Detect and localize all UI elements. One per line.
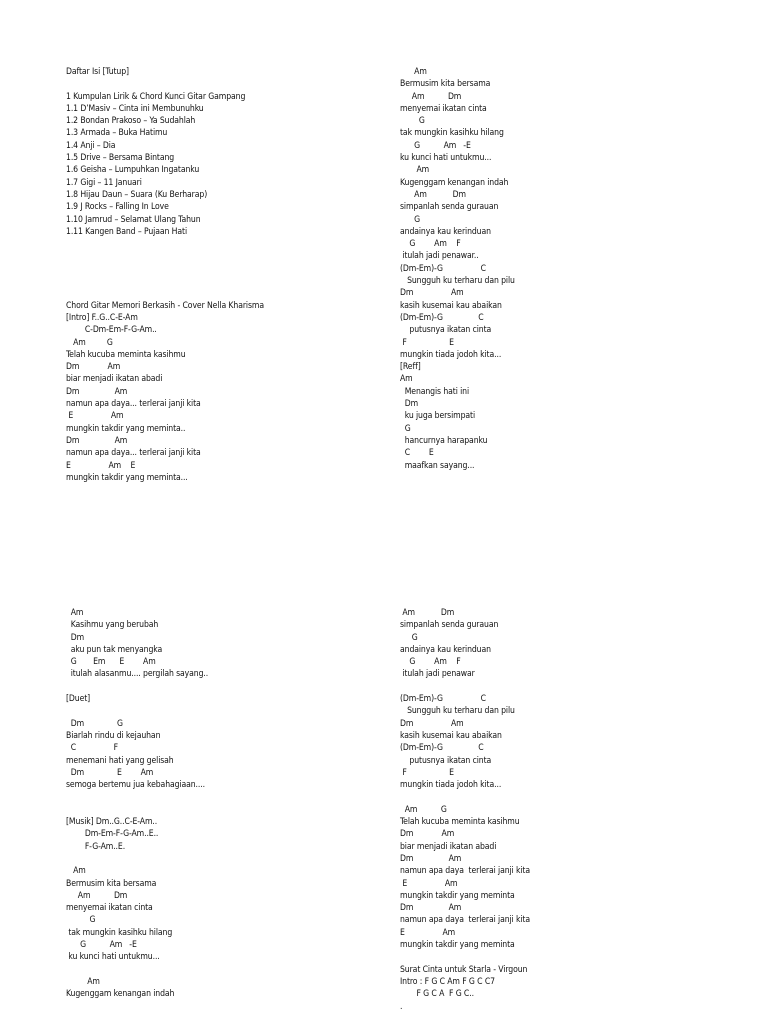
text-line: Biarlah rindu di kejauhan xyxy=(66,730,161,741)
text-line: [Intro] F..G..C-E-Am xyxy=(66,312,138,323)
text-line: F G C A F G C.. xyxy=(400,989,474,1000)
text-line: kasih kusemai kau abaikan xyxy=(400,730,502,741)
text-line: tak mungkin kasihku hilang xyxy=(66,927,173,938)
text-line: . xyxy=(400,1001,403,1012)
text-line: Kugenggam kenangan indah xyxy=(400,177,509,188)
blank-line xyxy=(66,263,396,275)
column-bottom-right xyxy=(400,607,730,1013)
text-line: 1.4 Anji – Dia xyxy=(66,140,116,151)
text-line: Am xyxy=(400,67,427,77)
text-line: C F xyxy=(66,743,119,754)
text-line: (Dm-Em)-G C xyxy=(400,312,484,323)
text-line: Am G xyxy=(66,337,113,348)
text-line: menyemai ikatan cinta xyxy=(66,903,153,914)
column-top-left xyxy=(66,66,396,484)
text-line: Sungguh ku terharu dan pilu xyxy=(400,706,515,717)
text-line: mungkin tiada jodoh kita... xyxy=(400,780,502,791)
text-line: C-Dm-Em-F-G-Am.. xyxy=(66,325,157,336)
text-line: Dm xyxy=(400,399,418,410)
text-line: Surat Cinta untuk Starla - Virgoun xyxy=(400,964,528,975)
text-line: Am Dm xyxy=(66,890,128,901)
text-line: G Am F xyxy=(400,657,461,668)
text-line: [Reff] xyxy=(400,362,421,373)
text-line: Dm Am xyxy=(400,829,455,840)
text-line: G xyxy=(400,632,418,643)
text-line: E Am xyxy=(66,411,124,422)
blank-line xyxy=(66,238,396,250)
text-line: E Am xyxy=(400,878,458,889)
text-line: [Duet] xyxy=(66,694,91,705)
text-line: 1.9 J Rocks – Falling In Love xyxy=(66,202,169,213)
text-line: Intro : F G C Am F G C C7 xyxy=(400,976,495,987)
text-line: 1.1 D’Masiv – Cinta ini Membunuhku xyxy=(66,103,204,114)
text-line: andainya kau kerinduan xyxy=(400,644,491,655)
blank-line xyxy=(66,964,396,976)
text-line: G Am -E xyxy=(400,140,471,151)
text-line: [Musik] Dm..G..C-E-Am.. xyxy=(66,817,158,828)
text-line: biar menjadi ikatan abadi xyxy=(400,841,497,852)
text-line: itulah jadi penawar xyxy=(400,669,475,680)
text-line: 1.7 Gigi – 11 Januari xyxy=(66,177,142,188)
text-line: aku pun tak menyangka xyxy=(66,644,163,655)
blank-line xyxy=(66,287,396,299)
text-line: Am xyxy=(400,165,430,176)
text-line: mungkin takdir yang meminta.. xyxy=(66,423,186,434)
text-line: simpanlah senda gurauan xyxy=(400,202,499,213)
text-line: E Am xyxy=(400,927,456,938)
text-line: hancurnya harapanku xyxy=(400,435,488,446)
text-line: ku juga bersimpati xyxy=(400,411,476,422)
text-line: G xyxy=(400,116,425,127)
text-line: tak mungkin kasihku hilang xyxy=(400,128,504,139)
text-line: namun apa daya... terlerai janji kita xyxy=(66,399,201,410)
text-line: F E xyxy=(400,767,454,778)
text-line: simpanlah senda gurauan xyxy=(400,620,499,631)
text-line: 1.8 Hijau Daun – Suara (Ku Berharap) xyxy=(66,189,208,200)
text-line: andainya kau kerinduan xyxy=(400,226,491,237)
blank-line xyxy=(66,791,396,803)
text-line: Am xyxy=(400,374,413,385)
text-line: Dm Am xyxy=(400,903,462,914)
text-line: mungkin tiada jodoh kita... xyxy=(400,349,502,360)
blank-line xyxy=(66,681,396,693)
blank-line xyxy=(66,78,396,90)
text-line: G Am -E xyxy=(66,940,137,951)
text-line: Bermusim kita bersama xyxy=(400,79,491,90)
text-line: Menangis hati ini xyxy=(400,386,469,397)
blank-line xyxy=(66,804,396,816)
column-bottom-left xyxy=(66,607,396,1001)
text-line: putusnya ikatan cinta xyxy=(400,755,492,766)
text-line: Dm Am xyxy=(66,386,128,397)
text-line: Telah kucuba meminta kasihmu xyxy=(400,817,520,828)
text-line: 1.3 Armada – Buka Hatimu xyxy=(66,128,168,139)
text-line: Am xyxy=(66,866,86,877)
text-line: namun apa daya... terlerai janji kita xyxy=(66,448,201,459)
text-line: ku kunci hati untukmu... xyxy=(400,153,492,164)
text-line: (Dm-Em)-G C xyxy=(400,694,486,705)
text-line: G Am F xyxy=(400,239,461,250)
text-line: mungkin takdir yang meminta xyxy=(400,940,515,951)
text-line: semoga bertemu jua kebahagiaan.... xyxy=(66,780,205,791)
text-line: (Dm-Em)-G C xyxy=(400,743,484,754)
text-line: E Am E xyxy=(66,460,136,471)
text-line: Dm Am xyxy=(400,718,464,729)
text-line: Dm Am xyxy=(66,362,121,373)
text-line: Dm-Em-F-G-Am..E.. xyxy=(66,829,159,840)
text-line: kasih kusemai kau abaikan xyxy=(400,300,502,311)
text-line: 1.11 Kangen Band – Pujaan Hati xyxy=(66,226,187,237)
text-line: (Dm-Em)-G C xyxy=(400,263,486,274)
text-line: 1.5 Drive – Bersama Bintang xyxy=(66,153,175,164)
text-line: putusnya ikatan cinta xyxy=(400,325,492,336)
text-line: G xyxy=(66,915,96,926)
text-line: G xyxy=(400,423,411,434)
text-line: menyemai ikatan cinta xyxy=(400,103,487,114)
text-line: biar menjadi ikatan abadi xyxy=(66,374,163,385)
text-line: Daftar Isi [Tutup] xyxy=(66,67,129,77)
text-line: Dm Am xyxy=(400,853,462,864)
text-line: Dm Am xyxy=(400,288,464,299)
text-line: Dm Am xyxy=(66,435,128,446)
text-line: Am Dm xyxy=(400,189,466,200)
text-line: mungkin takdir yang meminta xyxy=(400,890,515,901)
text-line: menemani hati yang gelisah xyxy=(66,755,174,766)
text-line: Bermusim kita bersama xyxy=(66,878,157,889)
text-line: itulah jadi penawar.. xyxy=(400,251,479,262)
text-line: mungkin takdir yang meminta... xyxy=(66,472,188,483)
text-line: Telah kucuba meminta kasihmu xyxy=(66,349,186,360)
text-line: Dm E Am xyxy=(66,767,154,778)
blank-line xyxy=(66,853,396,865)
text-line: namun apa daya terlerai janji kita xyxy=(400,915,530,926)
text-line: Sungguh ku terharu dan pilu xyxy=(400,276,515,287)
text-line: 1.10 Jamrud – Selamat Ulang Tahun xyxy=(66,214,201,225)
text-line: 1 Kumpulan Lirik & Chord Kunci Gitar Gampang xyxy=(66,91,246,102)
blank-line xyxy=(400,791,730,803)
text-line: Am Dm xyxy=(400,608,455,618)
text-line: ku kunci hati untukmu... xyxy=(66,952,160,963)
blank-line xyxy=(66,705,396,717)
text-line: 1.2 Bondan Prakoso – Ya Sudahlah xyxy=(66,116,196,127)
blank-line xyxy=(400,681,730,693)
text-line: C E xyxy=(400,448,434,459)
text-line: Kasihmu yang berubah xyxy=(66,620,159,631)
text-line: Chord Gitar Memori Berkasih - Cover Nella Kharisma xyxy=(66,300,264,311)
text-line: F E xyxy=(400,337,454,348)
text-line: Am xyxy=(66,976,100,987)
text-line: G xyxy=(400,214,421,225)
text-line: Am Dm xyxy=(400,91,462,102)
text-line: maafkan sayang... xyxy=(400,460,475,471)
text-line: Am G xyxy=(400,804,447,815)
text-line: namun apa daya terlerai janji kita xyxy=(400,866,530,877)
text-line: F-G-Am..E. xyxy=(66,841,126,852)
blank-line xyxy=(66,275,396,287)
blank-line xyxy=(66,250,396,262)
text-line: Kugenggam kenangan indah xyxy=(66,989,175,1000)
blank-line xyxy=(400,951,730,963)
text-line: Dm G xyxy=(66,718,123,729)
text-line: G Em E Am xyxy=(66,657,156,668)
text-line: Am xyxy=(66,608,84,618)
text-line: Dm xyxy=(66,632,84,643)
text-line: 1.6 Geisha – Lumpuhkan Ingatanku xyxy=(66,165,200,176)
column-top-right xyxy=(400,66,730,472)
text-line: itulah alasanmu.... pergilah sayang.. xyxy=(66,669,209,680)
